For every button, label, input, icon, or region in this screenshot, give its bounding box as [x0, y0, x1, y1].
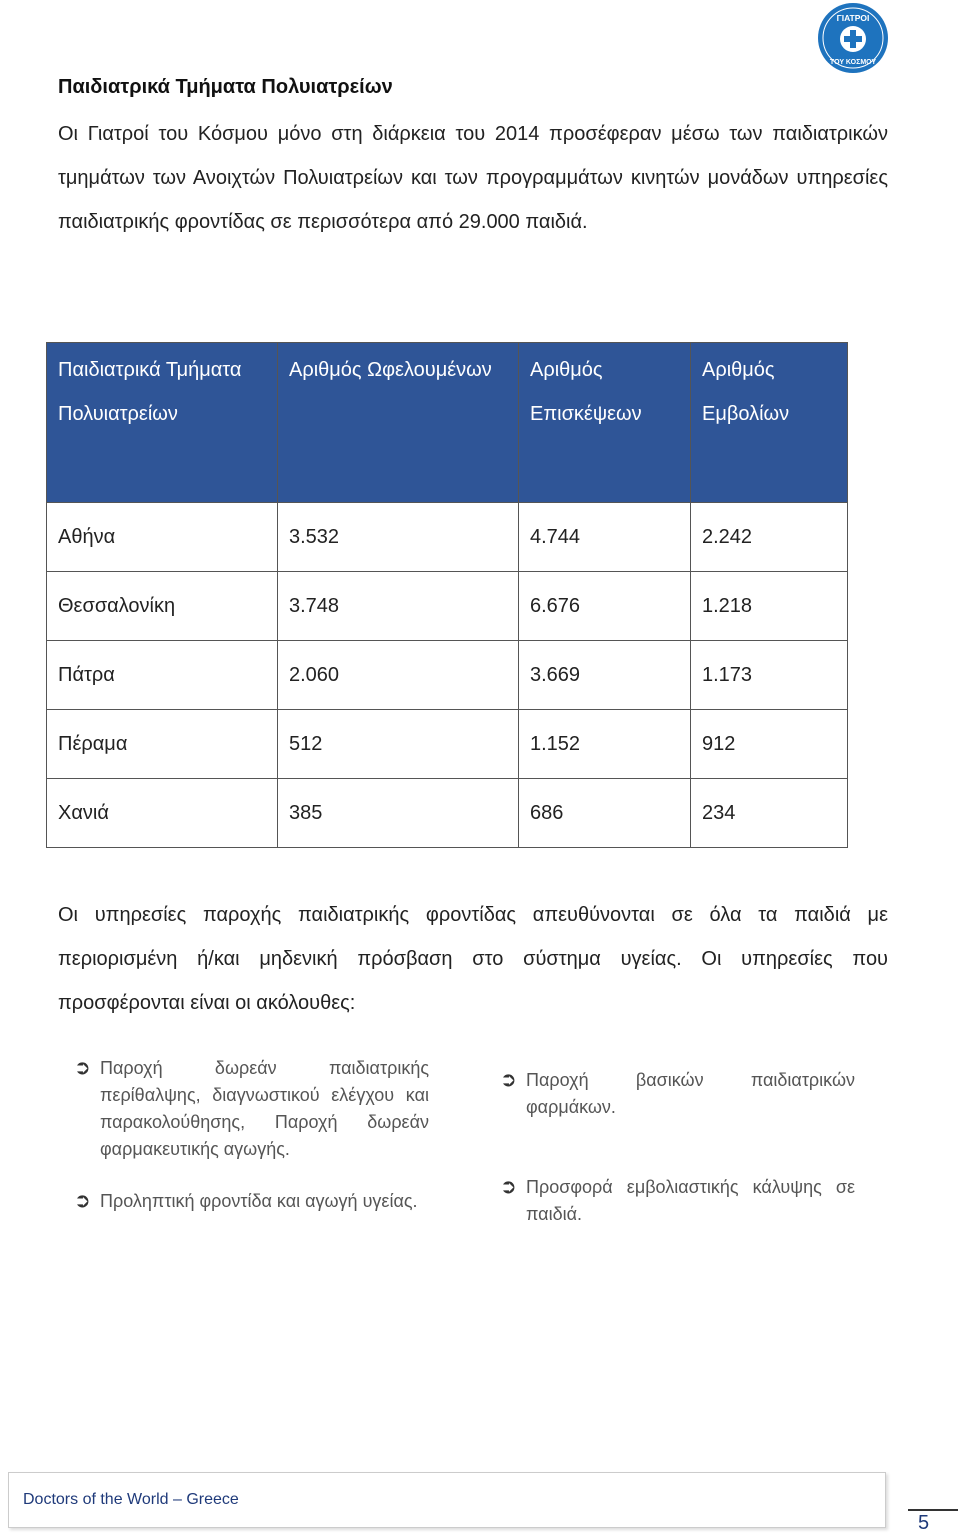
svg-text:ΤΟΥ ΚΟΣΜΟΥ: ΤΟΥ ΚΟΣΜΟΥ — [829, 59, 877, 66]
table-row — [47, 572, 848, 641]
header-department: Παιδιατρικά Τμήματα Πολυιατρείων — [47, 343, 278, 503]
bullet-text: Προσφορά εμβολιαστικής κάλυψης σε παιδιά. — [526, 1177, 855, 1224]
bullet-text: Παροχή βασικών παιδιατρικών φαρμάκων. — [526, 1070, 855, 1117]
footer — [8, 1472, 886, 1528]
arrow-bullet-icon: ➲ — [74, 1057, 91, 1079]
cell-visits: 6.676 — [519, 572, 691, 641]
cell-visits: 1.152 — [519, 710, 691, 779]
cell-city: Χανιά — [47, 779, 278, 848]
list-item — [74, 1188, 429, 1215]
bullet-text: Παροχή δωρεάν παιδιατρικής περίθαλψης, διαγνωστικού ελέγχου και παρακολούθησης, Παροχή δωρεάν φαρμακευτικής αγωγής. — [100, 1058, 429, 1159]
section-title: Παιδιατρικά Τμήματα Πολυιατρείων — [58, 76, 393, 98]
arrow-bullet-icon: ➲ — [74, 1190, 91, 1212]
list-item — [500, 1067, 855, 1121]
cell-vaccines: 234 — [691, 779, 848, 848]
cell-visits: 4.744 — [519, 503, 691, 572]
cell-vaccines: 1.173 — [691, 641, 848, 710]
doctors-of-the-world-logo — [817, 2, 889, 74]
page-number: 5 — [918, 1512, 930, 1534]
table-row — [47, 710, 848, 779]
bullet-text: Προληπτική φροντίδα και αγωγή υγείας. — [100, 1191, 418, 1211]
cell-vaccines: 1.218 — [691, 572, 848, 641]
cell-beneficiaries: 3.532 — [278, 503, 519, 572]
cell-vaccines: 2.242 — [691, 503, 848, 572]
table-row — [47, 503, 848, 572]
cell-beneficiaries: 512 — [278, 710, 519, 779]
bullet-list-left — [74, 1055, 429, 1240]
cell-visits: 686 — [519, 779, 691, 848]
header-beneficiaries: Αριθμός Ωφελουμένων — [278, 343, 519, 503]
header-visits: Αριθμός Επισκέψεων — [519, 343, 691, 503]
page-number-divider — [908, 1509, 958, 1511]
table-header-row — [47, 343, 848, 503]
cell-visits: 3.669 — [519, 641, 691, 710]
svg-text:ΓΙΑΤΡΟΙ: ΓΙΑΤΡΟΙ — [836, 13, 870, 23]
cell-city: Αθήνα — [47, 503, 278, 572]
arrow-bullet-icon: ➲ — [500, 1176, 517, 1198]
table-row — [47, 641, 848, 710]
header-vaccines: Αριθμός Εμβολίων — [691, 343, 848, 503]
table-row — [47, 779, 848, 848]
list-item — [74, 1055, 429, 1163]
cell-beneficiaries: 2.060 — [278, 641, 519, 710]
pediatric-stats-table — [46, 342, 848, 848]
cell-city: Θεσσαλονίκη — [47, 572, 278, 641]
cell-vaccines: 912 — [691, 710, 848, 779]
arrow-bullet-icon: ➲ — [500, 1069, 517, 1091]
footer-text: Doctors of the World – Greece — [23, 1491, 239, 1508]
bullet-list-right — [500, 1055, 855, 1253]
cell-beneficiaries: 3.748 — [278, 572, 519, 641]
cell-beneficiaries: 385 — [278, 779, 519, 848]
intro-paragraph: Οι Γιατροί του Κόσμου μόνο στη διάρκεια του 2014 προσέφεραν μέσω των παιδιατρικών τμημάτων των Ανοιχτών Πολυιατρείων και των προγραμμάτων κινητών μονάδων υπηρεσίες παιδιατρικής φροντίδας σε περισσότερα από 29.000 παιδιά. — [58, 123, 888, 233]
cell-city: Πάτρα — [47, 641, 278, 710]
services-paragraph: Οι υπηρεσίες παροχής παιδιατρικής φροντίδας απευθύνονται σε όλα τα παιδιά με περιορισμένη ή/και μηδενική πρόσβαση στο σύστημα υγείας. Οι υπηρεσίες που προσφέρονται είναι οι ακόλουθες: — [58, 904, 888, 1014]
list-item — [500, 1174, 855, 1228]
cell-city: Πέραμα — [47, 710, 278, 779]
